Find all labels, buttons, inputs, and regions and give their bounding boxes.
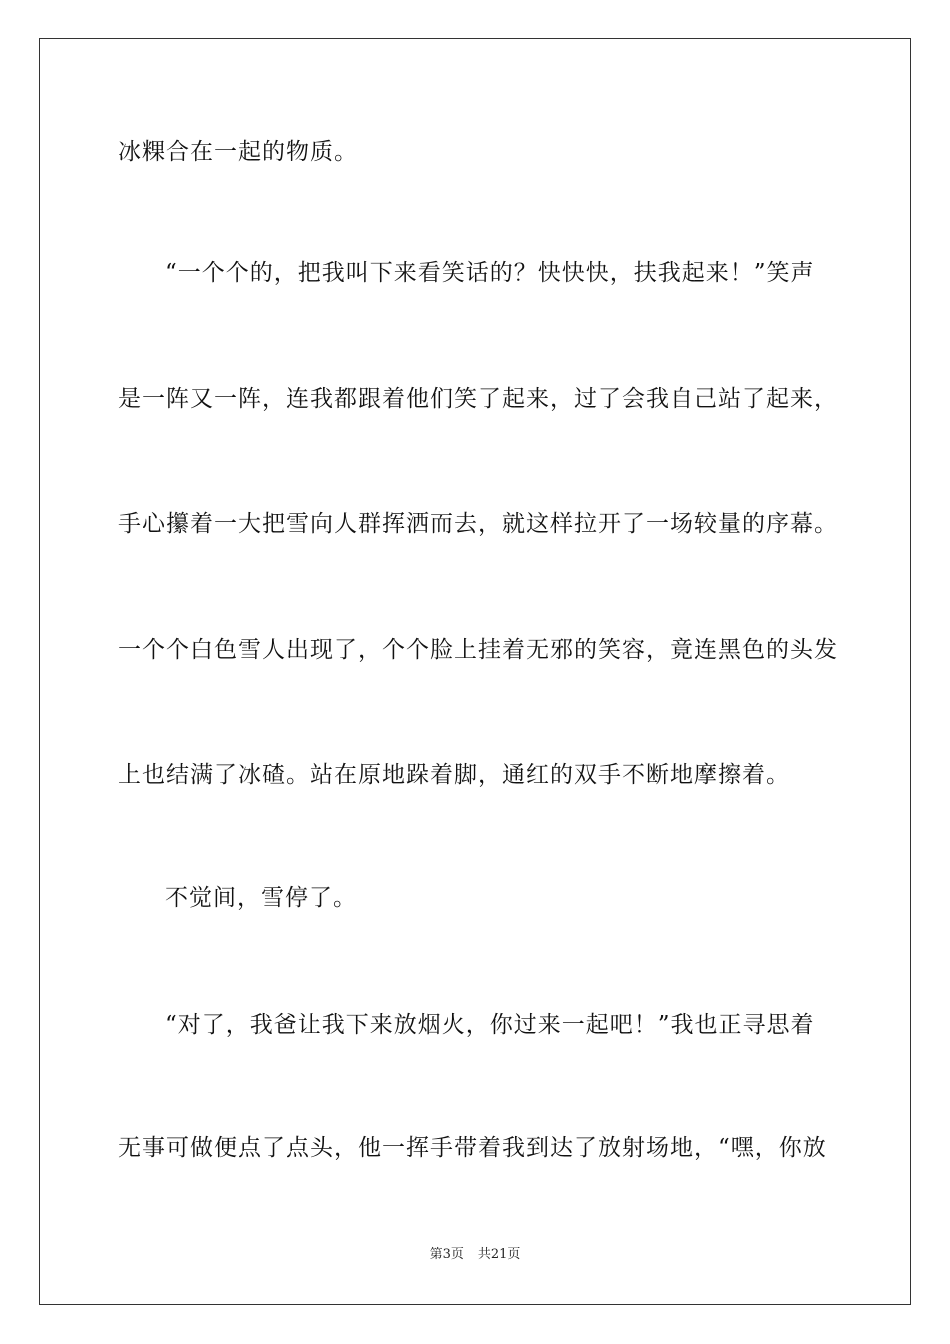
text-line: 手心攥着一大把雪向人群挥洒而去，就这样拉开了一场较量的序幕。 <box>118 511 838 537</box>
text-line: “一个个的，把我叫下来看笑话的？快快快，扶我起来！”笑声 <box>165 260 815 286</box>
text-line: 是一阵又一阵，连我都跟着他们笑了起来，过了会我自己站了起来， <box>118 386 838 412</box>
page-border <box>39 38 911 1305</box>
text-line: 一个个白色雪人出现了，个个脸上挂着无邪的笑容，竟连黑色的头发 <box>118 637 838 663</box>
page-footer <box>0 1246 950 1264</box>
text-line: “对了，我爸让我下来放烟火，你过来一起吧！”我也正寻思着 <box>165 1012 815 1038</box>
total-pages: 共21页 <box>477 1247 521 1262</box>
text-line: 不觉间，雪停了。 <box>165 885 357 911</box>
text-line: 冰粿合在一起的物质。 <box>118 139 358 165</box>
text-line: 无事可做便点了点头，他一挥手带着我到达了放射场地，“嘿，你放 <box>118 1135 827 1161</box>
page-number: 第3页 <box>429 1247 464 1262</box>
text-line: 上也结满了冰碴。站在原地跺着脚，通红的双手不断地摩擦着。 <box>118 762 790 788</box>
